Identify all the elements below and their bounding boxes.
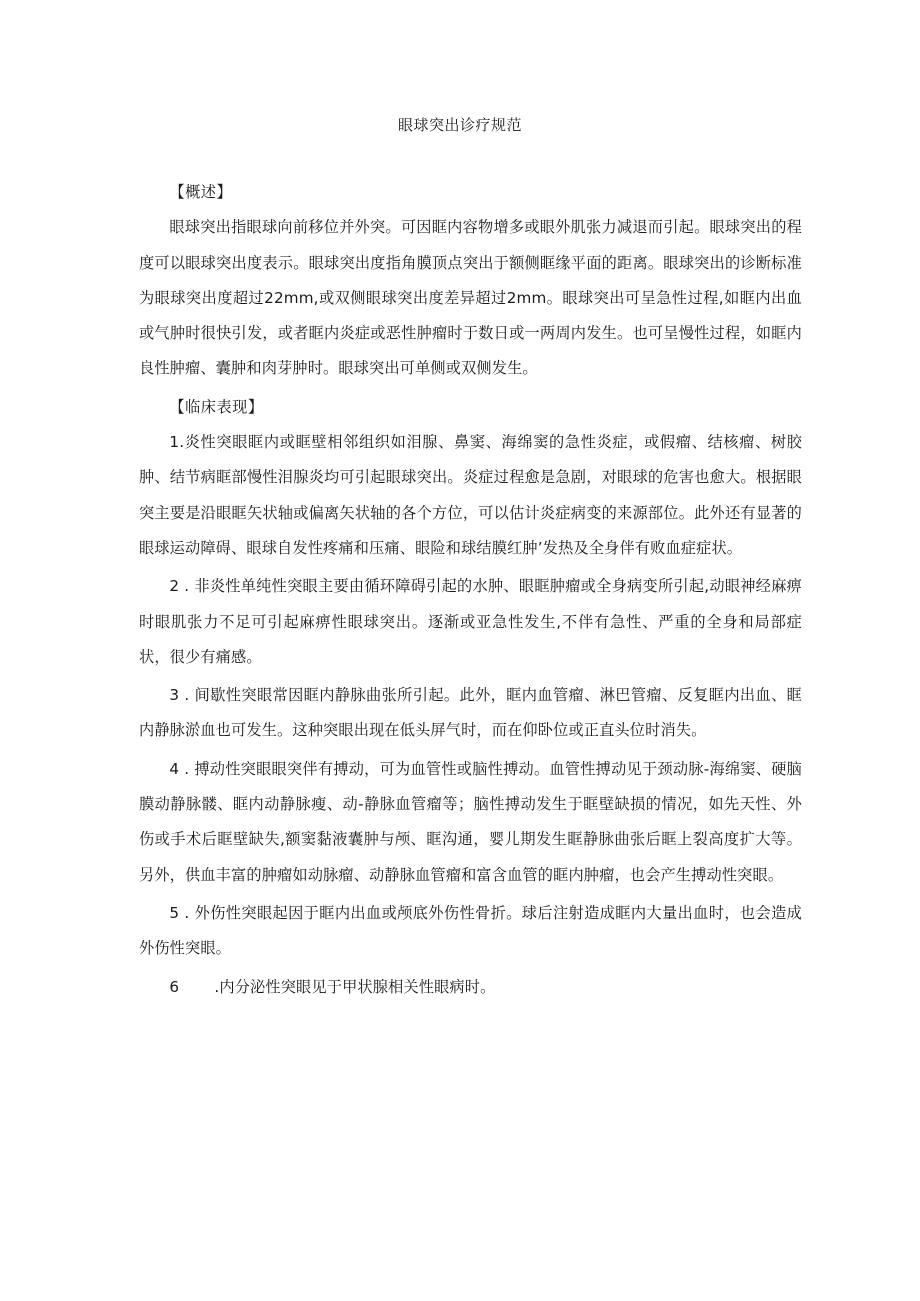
document-title: 眼球突出诊疗规范: [397, 116, 522, 134]
clinical-item-2: 2 . 非炎性单纯性突眼主要由循环障碍引起的水肿、眼眶肿瘤或全身病变所引起,动眼神经麻痹时眼肌张力不足可引起麻痹性眼球突出。逐渐或亚急性发生,不伴有急性、严重的全身和局部症状，很少有痛感。: [139, 577, 802, 666]
clinical-item-6-number: 6: [169, 977, 180, 996]
document-body: [139, 175, 802, 1008]
clinical-item-6: [139, 970, 802, 1005]
clinical-item-5: 5 . 外伤性突眼起因于眶内出血或颅底外伤性骨折。球后注射造成眶内大量出血时，也会造成外伤性突眼。: [139, 903, 802, 958]
clinical-item-3: 3 . 间歇性突眼常因眶内静脉曲张所引起。此外，眶内血管瘤、淋巴管瘤、反复眶内出血、眶内静脉淤血也可发生。这种突眼出现在低头屏气时，而在仰卧位或正直头位时消失。: [139, 686, 802, 740]
overview-paragraph: 眼球突出指眼球向前移位并外突。可因眶内容物增多或眼外肌张力减退而引起。眼球突出的程度可以眼球突出度表示。眼球突出度指角膜顶点突出于额侧眶缘平面的距离。眼球突出的诊断标准为眼球突出度超过22mm,或双侧眼球突出度差异超过2mm。眼球突出可呈急性过程,如眶内出血或气肿时很快引发，或者眶内炎症或恶性肿瘤时于数日或一两周内发生。也可呈慢性过程，如眶内良性肿瘤、囊肿和肉芽肿时。眼球突出可单侧或双侧发生。: [139, 218, 802, 378]
section-heading-clinical: 【临床表现】: [169, 397, 264, 416]
clinical-item-6-text: .内分泌性突眼见于甲状腺相关性眼病时。: [214, 977, 496, 996]
section-heading-overview: 【概述】: [169, 183, 233, 201]
clinical-item-1: 1.炎性突眼眶内或眶壁相邻组织如泪腺、鼻窦、海绵窦的急性炎症，或假瘤、结核瘤、树胶肿、结节病眶部慢性泪腺炎均可引起眼球突出。炎症过程愈是急剧，对眼球的危害也愈大。根据眼突主要是沿眼眶矢状轴或偏离矢状轴的各个方位，可以估计炎症病变的来源部位。此外还有显著的眼球运动障碍、眼球自发性疼痛和压痛、眼险和球结膜红肿’发热及全身伴有败血症症状。: [139, 433, 802, 557]
clinical-item-4: 4 . 搏动性突眼眼突伴有搏动，可为血管性或脑性搏动。血管性搏动见于颈动脉-海绵窦、硬脑膜动静脉髅、眶内动静脉瘦、动-静脉血管瘤等；脑性搏动发生于眶壁缺损的情况，如先天性、外伤或手术后眶壁缺失,额窦黏液囊肿与颅、眶沟通，婴儿期发生眶静脉曲张后眶上裂高度扩大等。另外，供血丰富的肿瘤如动脉瘤、动静脉血管瘤和富含血管的眶内肿瘤，也会产生搏动性突眼。: [139, 759, 802, 884]
